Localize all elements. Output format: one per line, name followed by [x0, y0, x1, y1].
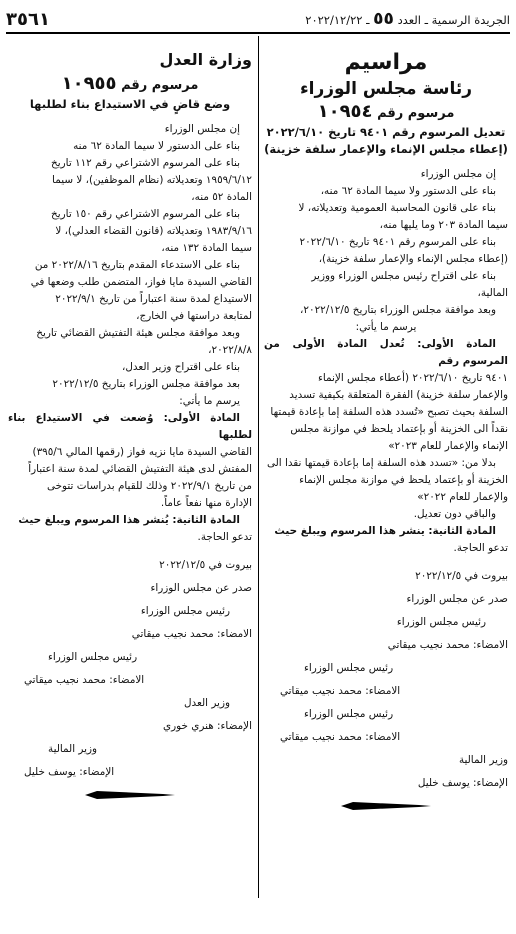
decree-subject: وضع قاضٍ في الاستيداع بناء لطلبها	[29, 97, 231, 111]
subject-line: (إعطاء مجلس الإنماء والإعمار سلفة خزينة)	[264, 142, 508, 156]
body-line: ١٩٨٣/٩/١٦ وتعديلاته (قانون القضاء العدلي)، لا	[55, 225, 252, 237]
gazette-name: الجريدة الرسمية ـ العدد	[397, 13, 510, 27]
body-line: إن مجلس الوزراء	[164, 123, 240, 135]
signatory-name: الامضاء: محمد نجيب ميقاتي	[387, 639, 508, 651]
body-line: وبعد موافقة مجلس الوزراء بتاريخ ٢٠٢٢/١٢/٥،	[300, 304, 496, 316]
body-line: بناء على المرسوم رقم ٩٤٠١ تاريخ ٢٠٢٢/٦/١٠	[299, 236, 496, 248]
end-of-decree-mark	[85, 790, 175, 800]
decree-body	[264, 166, 508, 557]
body-line: وبعد موافقة مجلس هيئة التفتيش القضائي تاريخ	[36, 327, 240, 339]
article-line: المادة الأولى: وُضعت في الاستيداع بناء لطلبها	[8, 412, 252, 441]
article-line: المادة الثانية: يُنشر هذا المرسوم ويبلغ حيث	[18, 514, 240, 526]
decree-subject	[264, 124, 508, 158]
body-line: المالية،	[477, 287, 508, 299]
issued-by: صدر عن مجلس الوزراء	[406, 593, 508, 605]
body-line: نقداً الى الخزينة أو بإعتماد يلحظ في موازنة مجلس	[290, 423, 508, 435]
body-line: بناء على الدستور ولا سيما المادة ٦٢ منه،	[320, 185, 496, 197]
article-line: المادة الأولى: تُعدل المادة الأولى من المرسوم رقم	[264, 338, 508, 367]
body-line: بدلا من: «تسدد هذه السلفة إما بإعادة قيمتها نقدا الى	[266, 457, 496, 469]
body-line: ١٩٥٩/٦/١٢ وتعديلاته (نظام الموظفين)، لا سيما	[52, 174, 252, 186]
signatory-title: وزير المالية	[48, 743, 98, 755]
body-line: المفتش لدى هيئة التفتيش القضائي لمدة سنة اعتباراً	[28, 463, 252, 475]
decree-body	[8, 121, 252, 546]
body-line: الخزينة أو بإعتماد يلحظ في موازنة مجلس الإنماء	[299, 474, 508, 486]
body-line: يرسم ما يأتي:	[179, 395, 240, 407]
body-line: القاضي السيدة مايا فواز، المتضمن طلب وضعها في	[30, 276, 252, 288]
running-header	[6, 6, 510, 34]
body-line: سيما المادة ١٣٢ منه،	[161, 242, 252, 254]
body-line: السلفة بحيث تصبح «تُسدد هذه السلفة إما بإعادة قيمتها	[270, 406, 508, 418]
signatory-name: الامضاء: محمد نجيب ميقاتي	[280, 731, 401, 743]
body-line: سيما المادة ٢٠٣ وما يليها منه،	[379, 219, 508, 231]
gazette-header-info	[305, 9, 510, 29]
body-line: يرسم ما يأتي:	[355, 321, 417, 333]
issued-by: صدر عن مجلس الوزراء	[150, 582, 252, 594]
signatory-title: رئيس مجلس الوزراء	[304, 708, 394, 720]
body-line: والإعمار سلفة خزينة) الفقرة المتعلقة بكيفية تسديد	[289, 389, 508, 401]
signatory-name: الامضاء: محمد نجيب ميقاتي	[24, 674, 145, 686]
body-line: (إعطاء مجلس الإنماء والإعمار سلفة خزينة)،	[318, 253, 508, 265]
signatory-title: رئيس مجلس الوزراء	[396, 616, 486, 628]
ministry-title: وزارة العدل	[159, 50, 252, 69]
signatory-title: رئيس مجلس الوزراء	[48, 651, 138, 663]
signatory-title: رئيس مجلس الوزراء	[304, 662, 394, 674]
body-line: ٩٤٠١ تاريخ ٢٠٢٢/٦/١٠ (أعطاء مجلس الإنماء	[317, 372, 508, 384]
end-of-decree-mark	[341, 801, 431, 811]
body-line: بناء على الدستور لا سيما المادة ٦٢ منه	[73, 140, 240, 152]
body-line: تدعو الحاجة.	[197, 531, 252, 543]
signatory-name: الإمضاء: هنري خوري	[163, 720, 252, 732]
column-divider	[258, 36, 259, 898]
right-column	[264, 40, 508, 934]
decree-label: مرسوم رقم	[377, 106, 455, 121]
place-date: بيروت في ٢٠٢٢/١٢/٥	[415, 570, 508, 582]
body-line: الاستيداع لمدة سنة اعتباراً من تاريخ ٢٠٢٢/٩/١	[55, 293, 252, 305]
signatory-title: وزير المالية	[458, 754, 508, 766]
body-line: بناء على الاستدعاء المقدم بتاريخ ٢٠٢٢/٨/١٦ من	[34, 259, 240, 271]
signatory-name: الامضاء: محمد نجيب ميقاتي	[280, 685, 401, 697]
signature-block	[264, 565, 508, 795]
body-line: الإنماء والإعمار للعام ٢٠٢٣»	[388, 440, 508, 452]
signatory-name: الإمضاء: يوسف خليل	[24, 766, 115, 778]
body-line: ٢٠٢٢/٨/٨،	[208, 344, 252, 356]
body-line: بناء على اقتراح رئيس مجلس الوزراء ووزير	[311, 270, 496, 282]
body-line: والباقي دون تعديل.	[413, 508, 496, 520]
left-column	[8, 40, 252, 934]
body-line: تدعو الحاجة.	[453, 542, 508, 554]
body-line: بعد موافقة مجلس الوزراء بتاريخ ٢٠٢٢/١٢/٥	[52, 378, 240, 390]
body-line: بناء على اقتراح وزير العدل،	[122, 361, 240, 373]
signatory-title: رئيس مجلس الوزراء	[140, 605, 230, 617]
issue-date: ـ ٢٠٢٢/١٢/٢٢	[305, 13, 370, 27]
body-line: القاضي السيدة مايا نزيه فواز (رقمها المالي ٣٩٥/٦)	[32, 446, 252, 458]
decree-heading	[8, 73, 252, 94]
section-title: مراسيم	[344, 50, 428, 75]
place-date: بيروت في ٢٠٢٢/١٢/٥	[159, 559, 252, 571]
body-line: بناء على المرسوم الاشتراعي رقم ١٥٠ تاريخ	[51, 208, 240, 220]
body-line: إن مجلس الوزراء	[420, 168, 496, 180]
decree-heading	[264, 101, 508, 122]
body-line: بناء على المرسوم الاشتراعي رقم ١١٢ تاريخ	[51, 157, 240, 169]
signatory-name: الامضاء: محمد نجيب ميقاتي	[131, 628, 252, 640]
decree-label: مرسوم رقم	[121, 78, 199, 93]
subject-line: تعديل المرسوم رقم ٩٤٠١ تاريخ ٢٠٢٢/٦/١٠	[266, 125, 506, 139]
body-line: الإدارة منها نفعاً عاماً.	[160, 497, 252, 509]
decree-number: ١٠٩٥٤	[317, 101, 373, 122]
decree-number: ١٠٩٥٥	[61, 73, 117, 94]
body-line: والإعمار للعام ٢٠٢٢»	[417, 491, 508, 503]
signature-block	[8, 554, 252, 784]
signatory-title: وزير العدل	[183, 697, 230, 709]
article-line: المادة الثانية: ينشر هذا المرسوم ويبلغ حيث	[274, 525, 496, 537]
issue-number: ٥٥	[373, 9, 394, 29]
council-title: رئاسة مجلس الوزراء	[299, 79, 473, 99]
body-line: المادة ٥٢ منه،	[191, 191, 252, 203]
page-number: ٣٥٦١	[6, 8, 50, 30]
body-line: بناء على قانون المحاسبة العمومية وتعديلاته، لا	[298, 202, 496, 214]
body-line: من تاريخ ٢٠٢٢/٩/١ وذلك للقيام بدراسات تتوخى	[46, 480, 252, 492]
body-line: لمتابعة دراستها في الخارج،	[136, 310, 252, 322]
signatory-name: الإمضاء: يوسف خليل	[417, 777, 508, 789]
